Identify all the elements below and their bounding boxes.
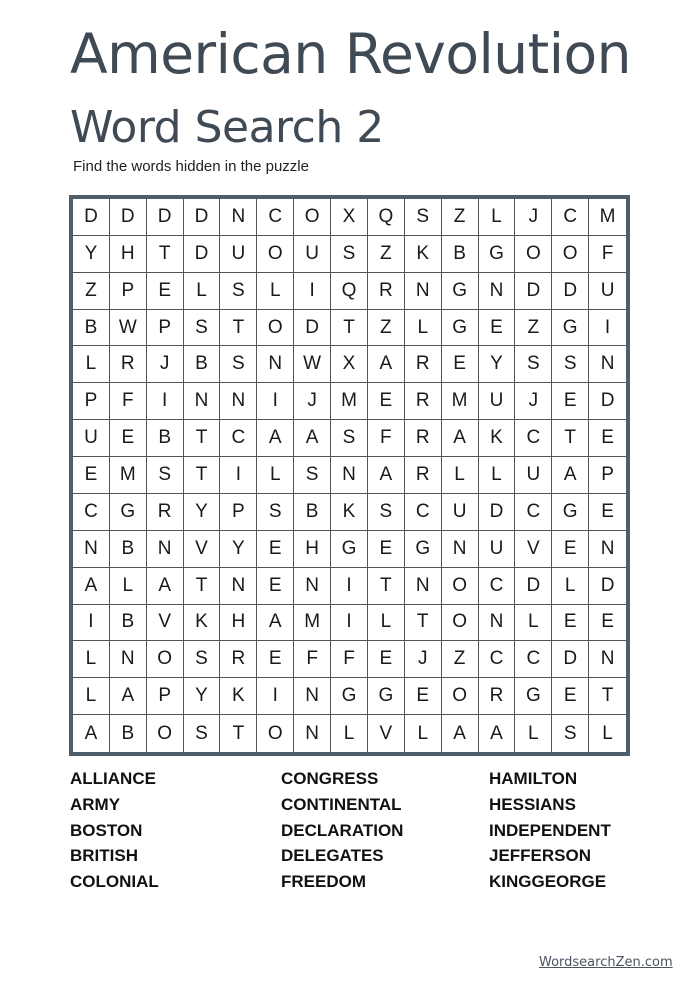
- grid-cell[interactable]: C: [515, 494, 552, 531]
- grid-cell[interactable]: Z: [73, 273, 110, 310]
- grid-cell[interactable]: K: [331, 494, 368, 531]
- grid-cell[interactable]: E: [479, 310, 516, 347]
- grid-cell[interactable]: N: [442, 531, 479, 568]
- instructions: Find the words hidden in the puzzle: [73, 158, 309, 175]
- grid-cell[interactable]: U: [515, 457, 552, 494]
- word-search-grid: [69, 195, 630, 756]
- grid-cell[interactable]: G: [110, 494, 147, 531]
- word-list-column-1: [70, 768, 159, 897]
- grid-cell[interactable]: I: [73, 605, 110, 642]
- grid-cell[interactable]: P: [589, 457, 626, 494]
- grid-cell[interactable]: E: [257, 531, 294, 568]
- grid-cell[interactable]: E: [589, 494, 626, 531]
- grid-cell[interactable]: N: [405, 568, 442, 605]
- grid-cell[interactable]: A: [442, 420, 479, 457]
- grid-cell[interactable]: U: [479, 531, 516, 568]
- grid-cell[interactable]: R: [368, 273, 405, 310]
- grid-cell[interactable]: N: [589, 531, 626, 568]
- grid-cell[interactable]: A: [73, 715, 110, 752]
- grid-cell[interactable]: L: [331, 715, 368, 752]
- grid-cell[interactable]: N: [294, 678, 331, 715]
- grid-cell[interactable]: E: [368, 641, 405, 678]
- page-title: American Revolution: [70, 22, 631, 86]
- grid-cell[interactable]: U: [589, 273, 626, 310]
- grid-cell[interactable]: I: [294, 273, 331, 310]
- grid-cell[interactable]: G: [331, 678, 368, 715]
- grid-cell[interactable]: R: [479, 678, 516, 715]
- grid-cell[interactable]: D: [589, 383, 626, 420]
- grid-cell[interactable]: S: [552, 346, 589, 383]
- grid-cell[interactable]: Y: [184, 678, 221, 715]
- grid-cell[interactable]: Z: [368, 310, 405, 347]
- grid-cell[interactable]: P: [110, 273, 147, 310]
- grid-cell[interactable]: G: [442, 310, 479, 347]
- grid-cell[interactable]: E: [368, 383, 405, 420]
- grid-cell[interactable]: E: [110, 420, 147, 457]
- grid-cell[interactable]: F: [589, 236, 626, 273]
- grid-cell[interactable]: M: [110, 457, 147, 494]
- word-item: JEFFERSON: [489, 846, 592, 866]
- word-item: ARMY: [70, 794, 121, 814]
- grid-cell[interactable]: S: [331, 236, 368, 273]
- grid-cell[interactable]: B: [147, 420, 184, 457]
- grid-cell[interactable]: D: [515, 568, 552, 605]
- grid-cell[interactable]: P: [147, 678, 184, 715]
- grid-cell[interactable]: O: [147, 715, 184, 752]
- grid-cell[interactable]: E: [552, 383, 589, 420]
- grid-cell[interactable]: O: [147, 641, 184, 678]
- grid-cell[interactable]: C: [515, 420, 552, 457]
- grid-cell[interactable]: E: [589, 605, 626, 642]
- grid-cell[interactable]: L: [184, 273, 221, 310]
- grid-cell[interactable]: O: [257, 715, 294, 752]
- grid-cell[interactable]: O: [257, 236, 294, 273]
- grid-cell[interactable]: N: [294, 715, 331, 752]
- grid-cell[interactable]: A: [110, 678, 147, 715]
- grid-cell[interactable]: P: [73, 383, 110, 420]
- grid-cell[interactable]: L: [73, 346, 110, 383]
- grid-cell[interactable]: D: [294, 310, 331, 347]
- grid-cell[interactable]: O: [442, 678, 479, 715]
- grid-cell[interactable]: E: [257, 641, 294, 678]
- grid-cell[interactable]: M: [589, 199, 626, 236]
- grid-cell[interactable]: S: [552, 715, 589, 752]
- word-item: KINGGEORGE: [489, 872, 607, 892]
- grid-cell[interactable]: N: [220, 383, 257, 420]
- grid-cell[interactable]: F: [110, 383, 147, 420]
- grid-cell[interactable]: X: [331, 199, 368, 236]
- grid-cell[interactable]: O: [552, 236, 589, 273]
- grid-cell[interactable]: L: [110, 568, 147, 605]
- grid-cell[interactable]: N: [331, 457, 368, 494]
- grid-cell[interactable]: J: [294, 383, 331, 420]
- grid-cell[interactable]: D: [73, 199, 110, 236]
- grid-cell[interactable]: C: [552, 199, 589, 236]
- grid-cell[interactable]: I: [331, 568, 368, 605]
- grid-cell[interactable]: I: [257, 678, 294, 715]
- grid-cell[interactable]: I: [147, 383, 184, 420]
- grid-cell[interactable]: T: [405, 605, 442, 642]
- grid-cell[interactable]: U: [220, 236, 257, 273]
- grid-cell[interactable]: N: [73, 531, 110, 568]
- grid-cell[interactable]: B: [184, 346, 221, 383]
- grid-cell[interactable]: N: [589, 346, 626, 383]
- grid-cell[interactable]: N: [589, 641, 626, 678]
- grid-cell[interactable]: N: [479, 273, 516, 310]
- grid-cell[interactable]: A: [368, 457, 405, 494]
- grid-cell[interactable]: L: [405, 310, 442, 347]
- grid-cell[interactable]: D: [552, 273, 589, 310]
- grid-cell[interactable]: K: [220, 678, 257, 715]
- grid-cell[interactable]: T: [331, 310, 368, 347]
- grid-cell[interactable]: S: [184, 715, 221, 752]
- grid-cell[interactable]: C: [257, 199, 294, 236]
- grid-cell[interactable]: N: [257, 346, 294, 383]
- grid-cell[interactable]: G: [368, 678, 405, 715]
- page-subtitle-heading: Word Search 2: [70, 102, 384, 153]
- grid-cell[interactable]: R: [405, 346, 442, 383]
- grid-cell[interactable]: D: [515, 273, 552, 310]
- grid-cell[interactable]: N: [110, 641, 147, 678]
- grid-cell[interactable]: C: [73, 494, 110, 531]
- grid-cell[interactable]: N: [147, 531, 184, 568]
- grid-cell[interactable]: A: [368, 346, 405, 383]
- grid-cell[interactable]: T: [184, 420, 221, 457]
- grid-cell[interactable]: Y: [184, 494, 221, 531]
- grid-cell[interactable]: E: [73, 457, 110, 494]
- grid-cell[interactable]: G: [479, 236, 516, 273]
- grid-cell[interactable]: T: [184, 568, 221, 605]
- word-item: CONTINENTAL: [281, 794, 402, 814]
- word-item: BRITISH: [70, 846, 138, 866]
- grid-cell[interactable]: O: [515, 236, 552, 273]
- grid-cell[interactable]: D: [147, 199, 184, 236]
- grid-cell[interactable]: Y: [220, 531, 257, 568]
- grid-cell[interactable]: Z: [368, 236, 405, 273]
- word-item: DELEGATES: [281, 846, 384, 866]
- word-item: FREEDOM: [281, 872, 366, 892]
- grid-cell[interactable]: Y: [73, 236, 110, 273]
- grid-cell[interactable]: B: [110, 605, 147, 642]
- grid-cell[interactable]: G: [405, 531, 442, 568]
- grid-cell[interactable]: S: [184, 641, 221, 678]
- grid-cell[interactable]: A: [147, 568, 184, 605]
- word-item: ALLIANCE: [70, 769, 156, 788]
- grid-cell[interactable]: W: [110, 310, 147, 347]
- grid-cell[interactable]: M: [331, 383, 368, 420]
- word-item: CONGRESS: [281, 769, 379, 788]
- grid-cell[interactable]: K: [405, 236, 442, 273]
- word-item: BOSTON: [70, 820, 143, 840]
- grid-cell[interactable]: R: [405, 420, 442, 457]
- grid-cell[interactable]: B: [294, 494, 331, 531]
- grid-cell[interactable]: M: [294, 605, 331, 642]
- grid-cell[interactable]: G: [552, 310, 589, 347]
- grid-cell[interactable]: J: [147, 346, 184, 383]
- grid-cell[interactable]: T: [368, 568, 405, 605]
- grid-cell[interactable]: S: [220, 346, 257, 383]
- grid-cell[interactable]: E: [552, 605, 589, 642]
- grid-cell[interactable]: B: [442, 236, 479, 273]
- grid-cell[interactable]: E: [257, 568, 294, 605]
- grid-cell[interactable]: C: [405, 494, 442, 531]
- grid-cell[interactable]: S: [515, 346, 552, 383]
- grid-cell[interactable]: F: [294, 641, 331, 678]
- grid-cell[interactable]: O: [257, 310, 294, 347]
- grid-cell[interactable]: S: [294, 457, 331, 494]
- grid-cell[interactable]: T: [147, 236, 184, 273]
- grid-cell[interactable]: W: [294, 346, 331, 383]
- grid-cell[interactable]: Q: [331, 273, 368, 310]
- grid-cell[interactable]: J: [515, 383, 552, 420]
- grid-cell[interactable]: E: [442, 346, 479, 383]
- grid-cell[interactable]: L: [73, 641, 110, 678]
- grid-cell[interactable]: N: [184, 383, 221, 420]
- grid-cell[interactable]: M: [442, 383, 479, 420]
- grid-cell[interactable]: H: [294, 531, 331, 568]
- grid-cell[interactable]: N: [405, 273, 442, 310]
- grid-cell[interactable]: S: [331, 420, 368, 457]
- grid-cell[interactable]: D: [479, 494, 516, 531]
- grid-cell[interactable]: N: [479, 605, 516, 642]
- grid-cell[interactable]: B: [110, 531, 147, 568]
- grid-cell[interactable]: P: [220, 494, 257, 531]
- grid-cell[interactable]: D: [184, 199, 221, 236]
- grid-cell[interactable]: N: [294, 568, 331, 605]
- grid-cell[interactable]: N: [220, 199, 257, 236]
- grid-cell[interactable]: G: [552, 494, 589, 531]
- word-list-column-3: [489, 768, 611, 897]
- grid-cell[interactable]: D: [589, 568, 626, 605]
- grid-cell[interactable]: S: [147, 457, 184, 494]
- grid-cell[interactable]: L: [368, 605, 405, 642]
- grid-cell[interactable]: V: [515, 531, 552, 568]
- grid-cell[interactable]: I: [589, 310, 626, 347]
- grid-cell[interactable]: Y: [479, 346, 516, 383]
- grid-cell[interactable]: R: [405, 457, 442, 494]
- grid-cell[interactable]: C: [479, 641, 516, 678]
- grid-cell[interactable]: G: [442, 273, 479, 310]
- grid-cell[interactable]: I: [257, 383, 294, 420]
- grid-cell[interactable]: L: [479, 457, 516, 494]
- word-list-column-2: [281, 768, 403, 897]
- grid-cell[interactable]: T: [220, 715, 257, 752]
- grid-cell[interactable]: K: [479, 420, 516, 457]
- grid-cell[interactable]: U: [479, 383, 516, 420]
- grid-cell[interactable]: P: [147, 310, 184, 347]
- grid-cell[interactable]: E: [147, 273, 184, 310]
- grid-cell[interactable]: V: [184, 531, 221, 568]
- grid-cell[interactable]: J: [515, 199, 552, 236]
- grid-cell[interactable]: L: [442, 457, 479, 494]
- grid-cell[interactable]: D: [552, 641, 589, 678]
- grid-cell[interactable]: D: [184, 236, 221, 273]
- grid-cell[interactable]: O: [442, 605, 479, 642]
- grid-cell[interactable]: A: [294, 420, 331, 457]
- grid-cell[interactable]: U: [442, 494, 479, 531]
- grid-cell[interactable]: A: [442, 715, 479, 752]
- grid-cell[interactable]: H: [220, 605, 257, 642]
- grid-cell[interactable]: G: [515, 678, 552, 715]
- grid-cell[interactable]: T: [220, 310, 257, 347]
- grid-cell[interactable]: A: [257, 420, 294, 457]
- grid-cell[interactable]: L: [515, 605, 552, 642]
- grid-cell[interactable]: L: [602, 722, 613, 744]
- grid-cell[interactable]: R: [147, 494, 184, 531]
- grid-cell[interactable]: V: [368, 715, 405, 752]
- grid-cell[interactable]: U: [294, 236, 331, 273]
- grid-cell[interactable]: C: [220, 420, 257, 457]
- grid-cell[interactable]: I: [220, 457, 257, 494]
- word-item: HESSIANS: [489, 794, 576, 814]
- grid-cell[interactable]: X: [331, 346, 368, 383]
- grid-cell[interactable]: G: [331, 531, 368, 568]
- word-item: HAMILTON: [489, 769, 578, 788]
- grid-cell[interactable]: T: [552, 420, 589, 457]
- grid-cell[interactable]: E: [368, 531, 405, 568]
- word-item: INDEPENDENT: [489, 820, 611, 840]
- grid-cell[interactable]: L: [479, 199, 516, 236]
- grid-cell[interactable]: R: [220, 641, 257, 678]
- grid-cell[interactable]: L: [257, 273, 294, 310]
- grid-cell[interactable]: E: [589, 420, 626, 457]
- grid-cell[interactable]: V: [147, 605, 184, 642]
- grid-cell[interactable]: C: [479, 568, 516, 605]
- grid-cell[interactable]: Z: [515, 310, 552, 347]
- grid-cell[interactable]: R: [405, 383, 442, 420]
- grid-cell[interactable]: Z: [442, 199, 479, 236]
- grid-cell[interactable]: T: [184, 457, 221, 494]
- grid-cell[interactable]: E: [552, 531, 589, 568]
- grid-cell[interactable]: L: [405, 715, 442, 752]
- grid-cell[interactable]: J: [405, 641, 442, 678]
- site-link[interactable]: WordsearchZen.com: [539, 955, 673, 970]
- grid-cell[interactable]: C: [515, 641, 552, 678]
- grid-cell[interactable]: H: [110, 236, 147, 273]
- grid-cell[interactable]: T: [589, 678, 626, 715]
- grid-cell[interactable]: L: [515, 715, 552, 752]
- grid-cell[interactable]: A: [257, 605, 294, 642]
- grid-cell[interactable]: L: [73, 678, 110, 715]
- grid-cell[interactable]: D: [110, 199, 147, 236]
- grid-cell[interactable]: S: [220, 273, 257, 310]
- grid-cell[interactable]: F: [331, 641, 368, 678]
- grid-cell[interactable]: S: [257, 494, 294, 531]
- grid-cell[interactable]: R: [110, 346, 147, 383]
- grid-cell[interactable]: U: [73, 420, 110, 457]
- word-item: COLONIAL: [70, 872, 159, 892]
- grid-cell[interactable]: B: [73, 310, 110, 347]
- grid-cell[interactable]: A: [552, 457, 589, 494]
- grid-cell[interactable]: L: [552, 568, 589, 605]
- grid-cell[interactable]: S: [368, 494, 405, 531]
- grid-cell[interactable]: S: [184, 310, 221, 347]
- grid-cell[interactable]: O: [294, 199, 331, 236]
- grid-cell[interactable]: S: [405, 199, 442, 236]
- grid-cell[interactable]: N: [220, 568, 257, 605]
- grid-cell[interactable]: A: [73, 568, 110, 605]
- grid-cell[interactable]: O: [442, 568, 479, 605]
- grid-cell[interactable]: E: [552, 678, 589, 715]
- grid-cell[interactable]: Z: [442, 641, 479, 678]
- grid-cell[interactable]: I: [331, 605, 368, 642]
- grid-cell[interactable]: B: [110, 715, 147, 752]
- grid-cell[interactable]: K: [184, 605, 221, 642]
- word-item: DECLARATION: [281, 820, 404, 840]
- grid-cell[interactable]: L: [257, 457, 294, 494]
- grid-cell[interactable]: E: [405, 678, 442, 715]
- grid-cell[interactable]: A: [479, 715, 516, 752]
- grid-cell[interactable]: F: [368, 420, 405, 457]
- grid-cell[interactable]: Q: [368, 199, 405, 236]
